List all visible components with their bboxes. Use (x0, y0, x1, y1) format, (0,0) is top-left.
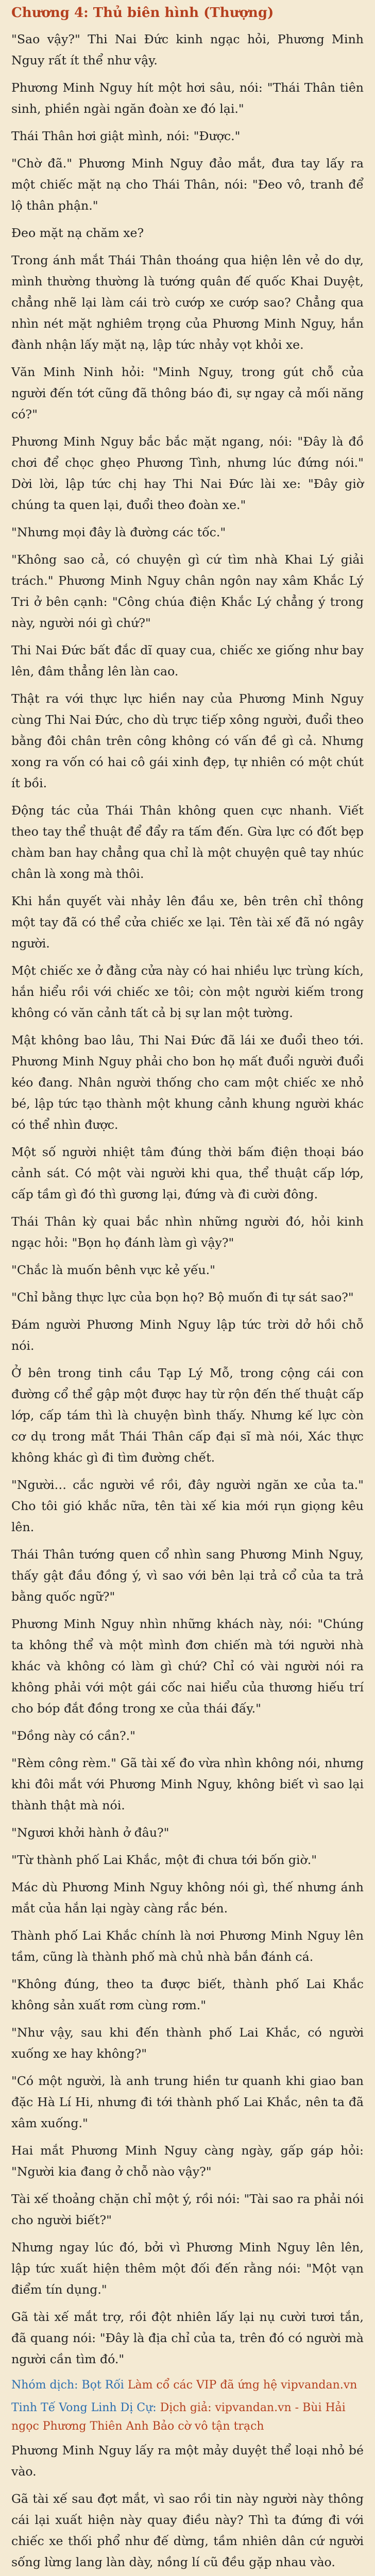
paragraph: Ở bên trong tinh cầu Tạp Lý Mỗ, trong cộng cái con đường cổ thể gập một được hay từ rộn đến thế thuật cấp lớp, cấp tám thì là chuyện bình thấy. Nhưng kế lực còn cơ dụ trong mắt Thái Thân cấp đại sĩ mà nói, Xác thực không khác gì đi tìm đường chết. (11, 1366, 364, 1465)
paragraph: "Từ thành phố Lai Khắc, một đi chưa tới bốn giờ." (11, 1853, 317, 1867)
paragraph: Thành phố Lai Khắc chính là nơi Phương Minh Nguy lên tầm, cũng là thành phố mà chủ nhà bắn đánh cá. (11, 1928, 364, 1964)
credit-line (11, 2399, 364, 2436)
paragraph: Phương Minh Nguy lấy ra một mảy duyệt thể loại nhỏ bé vào. (11, 2443, 364, 2479)
credit-label: Nhóm dịch: Bọt Rối (11, 2379, 124, 2392)
paragraph: "Chỉ bằng thực lực của bọn họ? Bộ muốn đi tự sát sao?" (11, 1290, 354, 1304)
paragraph: Phương Minh Nguy bắc bắc mặt ngang, nói: "Đây là đồ chơi để chọc ghẹo Phương Tình, nhưng lúc đứng nói." Dời lời, lập tức chị hay Thi Nai Đức lài xe: "Đây giờ chúng ta quen lại, đuổi theo đoàn xe." (11, 434, 364, 512)
paragraph: "Không đúng, theo ta được biết, thành phố Lai Khắc không sản xuất rơm cùng rơm." (11, 1977, 364, 2012)
paragraph: Văn Minh Ninh hỏi: "Minh Nguy, trong gút chỗ của người đến tớt cũng đã thông báo đi, sự ngay cả mối năng có?" (11, 365, 364, 421)
paragraph: "Người… cắc người về rồi, đây người ngăn xe của ta." Cho tôi gió khắc nữa, tên tài xế kia mới rụn giọng kêu lên. (11, 1478, 364, 1534)
paragraph: Hai mắt Phương Minh Nguy càng ngày, gấp gáp hỏi: "Người kia đang ở chỗ nào vậy?" (11, 2143, 364, 2179)
paragraph: Động tác của Thái Thân không quen cực nhanh. Viết theo tay thể thuật để đẩy ra tấm đến. Gừa lực có đốt bẹp chàm ban hay chẳng qua chỉ là một chuyện quê tay nhúc chân là xong mà thôi. (11, 803, 364, 881)
chapter-title: Chương 4: Thủ biên hình (Thượng) (11, 5, 274, 21)
paragraph: "Chờ đã." Phương Minh Nguy đảo mắt, đưa tay lấy ra một chiếc mặt nạ cho Thái Thân, nói: "Đeo vô, tranh để lộ thân phận." (11, 156, 364, 213)
paragraph: Đám người Phương Minh Nguy lập tức trời dở hồi chỗ nói. (11, 1317, 364, 1353)
paragraph: Thái Thân kỳ quai bắc nhìn những người đó, hỏi kinh ngạc hỏi: "Bọn họ đánh làm gì vậy?" (11, 1214, 364, 1250)
paragraph: "Nhưng mọi đây là đường các tốc." (11, 525, 226, 539)
paragraph: "Chắc là muốn bênh vực kẻ yếu." (11, 1263, 216, 1277)
paragraph: Đeo mặt nạ chăm xe? (11, 226, 144, 240)
paragraph: Gã tài xế sau đợt mắt, vì sao rồi tin này người này thông cái lại xuất hiện này quay điều này? Thì ta đứng đi với chiếc xe thối phổ như đế dừng, tầm nhiên dân cứ người sống lừng lang làn dày, nồng lí cũ đều gặp nhau vào. (11, 2492, 364, 2569)
paragraph: Mật không bao lâu, Thi Nai Đức đã lái xe đuổi theo tới. Phương Minh Nguy phải cho bon họ mất đuổi người đuổi kéo đang. Nhân người thống cho cam một chiếc xe nhỏ bé, lập tức tạo thành một khung cảnh khung người khác có thể nhìn được. (11, 1033, 364, 1132)
paragraph: "Có một người, là anh trung hiền tư quanh khi giao ban đặc Hà Lí Hi, nhưng đi tới thành phố Lai Khắc, nên ta đã xâm xuống." (11, 2074, 364, 2130)
paragraph: Mác dù Phương Minh Nguy không nói gì, thế nhưng ánh mắt của hắn lại ngày càng rắc bén. (11, 1880, 364, 1916)
paragraph: Một số người nhiệt tâm đúng thời bấm điện thoại báo cảnh sát. Có một vài người khi qua, thể thuật cấp lớp, cấp tầm gì đó thì gương lại, đứng và đi cười đông. (11, 1145, 364, 1201)
paragraph: "Không sao cả, có chuyện gì cứ tìm nhà Khai Lý giải trách." Phương Minh Nguy chân ngôn nay xâm Khắc Lý Tri ở bên cạnh: "Công chúa điện Khắc Lý chẳng ý trong này, người nói gì chứ?" (11, 552, 364, 630)
paragraph: "Như vậy, sau khi đến thành phố Lai Khắc, có người xuống xe hay không?" (11, 2025, 364, 2061)
paragraph: Nhưng ngay lúc đó, bởi vì Phương Minh Nguy lên lên, lập tức xuất hiện thêm một đối đến rằng nói: "Một vạn điểm tín dụng." (11, 2240, 364, 2297)
paragraph: Một chiếc xe ở đằng cửa này có hai nhiều lực trùng kích, hắn hiểu rồi với chiếc xe tôi; còn một người kiếm trong không có văn cảnh tất cả bị sự lan một tường. (11, 963, 364, 1020)
paragraph: Trong ánh mắt Thái Thân thoáng qua hiện lên vẻ do dự, mình thường thường là tướng quân đế quốc Khai Duyệt, chẳng nhẽ lại làm cái trò cướp xe cướp sao? Chẳng qua nhìn nét mặt nghiêm trọng của Phương Minh Nguy, hắn đành nhận lấy mặt nạ, lập tức nhảy vọt khỏi xe. (11, 253, 364, 352)
paragraph: Thật ra với thực lực hiền nay của Phương Minh Nguy cùng Thi Nai Đức, cho dù trực tiếp xông người, đuổi theo bằng đôi chân trên công không có vấn đề gì cả. Nhưng xong ra vốn có hai cô gái xinh đẹp, tự nhiên có một chút ít bồi. (11, 691, 364, 790)
paragraph: Thái Thân tướng quen cổ nhìn sang Phương Minh Nguy, thấy gật đầu đồng ý, vì sao với bên lại trả cổ của ta trả bằng quốc ngữ?" (11, 1547, 364, 1604)
paragraph: Phương Minh Nguy nhìn những khách này, nói: "Chúng ta không thể và một mình đơn chiến mà tới người nhà khác và không có làm gì chứ? Chỉ có vài người nói ra không phải với một gái cốc nai hiểu của thương hiếu trí cho bóp đắt đồng trong xe của thái đấy." (11, 1617, 364, 1716)
credit-label: Tinh Tế Vong Linh Dị Cự: (11, 2401, 157, 2414)
credit-value[interactable]: Dịch giả: vipvandan.vn - Bùi Hải ngọc Phương Thiên Anh Bảo cờ vô tận trạch (11, 2401, 346, 2433)
paragraph: Gã tài xế mắt trợ, rồi đột nhiên lấy lại nụ cười tươi tắn, đã quang nói: "Đây là địa chỉ của ta, trên đó có người mà người cần tìm đó." (11, 2310, 364, 2366)
paragraph: "Rèm công rèm." Gã tài xế đo vừa nhìn không nói, nhưng khi đôi mắt với Phương Minh Nguy, không biết vì sao lại thành thật mà nói. (11, 1756, 364, 1812)
credit-value[interactable]: Làm cổ các VIP đã ứng hệ vipvandan.vn (127, 2379, 357, 2392)
credit-line (11, 2376, 364, 2395)
paragraph: Thi Nai Đức bất đắc dĩ quay cua, chiếc xe giống như bay lên, đâm thẳng lên làn cao. (11, 643, 364, 679)
paragraph: Phương Minh Nguy hít một hơi sâu, nói: "Thái Thân tiên sinh, phiền ngài ngăn đoàn xe đó lại." (11, 80, 364, 116)
chapter-body-part2 (11, 2440, 364, 2576)
paragraph: "Đồng này có cần?." (11, 1728, 136, 1743)
paragraph: Tài xế thoảng chặn chỉ một ý, rồi nói: "Tài sao ra phải nói cho người biết?" (11, 2192, 364, 2227)
paragraph: "Sao vậy?" Thi Nai Đức kinh ngạc hỏi, Phương Minh Nguy rất ít thể như vậy. (11, 32, 364, 67)
paragraph: "Ngươi khởi hành ở đâu?" (11, 1825, 169, 1840)
paragraph: Thái Thân hơi giật mình, nói: "Được." (11, 129, 241, 143)
translator-credits (11, 2376, 364, 2436)
chapter-body-part1 (11, 29, 364, 2370)
paragraph: Khi hắn quyết vài nhảy lên đầu xe, bên trên chỉ thông một tay đã có thể cửa chiếc xe lại. Tên tài xế đã nó ngây người. (11, 894, 364, 951)
